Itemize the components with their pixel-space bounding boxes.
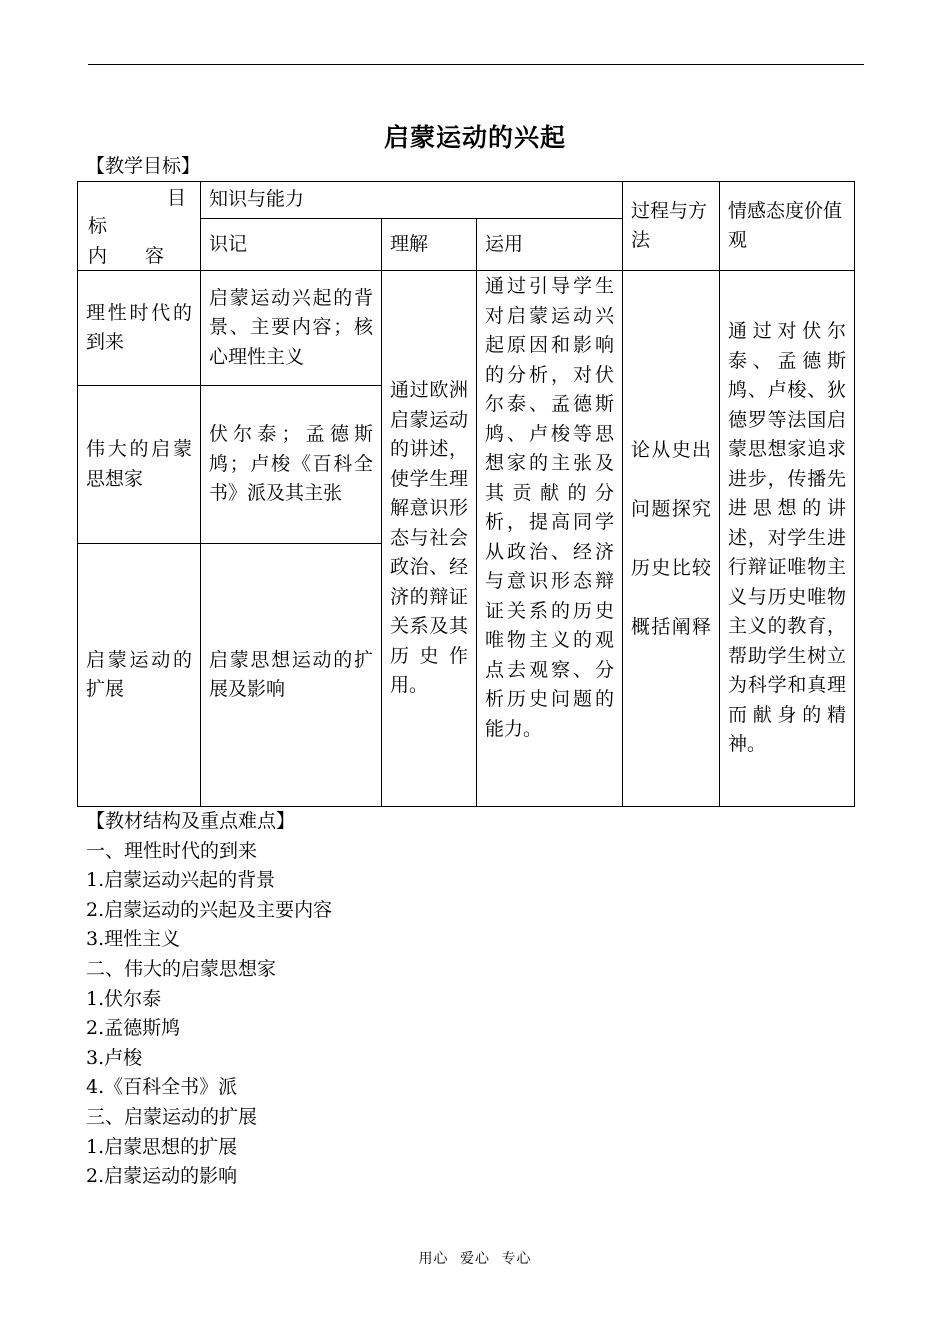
process-item: 论从史出: [631, 439, 712, 461]
outline-item: 2.启蒙运动的影响: [86, 1165, 238, 1188]
header-recognize: 识记: [201, 219, 382, 271]
outline-item: 一、理性时代的到来: [86, 839, 258, 862]
outline-item: 1.伏尔泰: [86, 987, 162, 1010]
process-item: 概括阐释: [631, 616, 712, 638]
corner-bottom: 内 容: [88, 245, 164, 267]
structure-heading: 【教材结构及重点难点】: [86, 810, 296, 832]
outline-item: 1.启蒙思想的扩展: [86, 1135, 238, 1158]
header-apply: 运用: [477, 219, 623, 271]
header-process: 过程与方法: [623, 182, 720, 271]
corner-top: 目: [166, 187, 186, 209]
outline-item: 3.理性主义: [86, 928, 181, 951]
recognize-cell: 伏尔泰；孟德斯鸠；卢梭《百科全书》派及其主张: [201, 386, 382, 544]
structure-section: [86, 807, 332, 1192]
process-item: 历史比较: [631, 557, 712, 579]
page-footer: 用心 爱心 专心: [418, 1251, 532, 1267]
outline-item: 三、启蒙运动的扩展: [86, 1105, 258, 1128]
topic-cell: 理性时代的到来: [78, 271, 201, 386]
outline-item: 3.卢梭: [86, 1046, 143, 1069]
outline-item: 4.《百科全书》派: [86, 1076, 238, 1099]
outline-item: 2.启蒙运动的兴起及主要内容: [86, 898, 333, 921]
header-knowledge: 知识与能力: [201, 182, 623, 219]
header-rule: [88, 64, 864, 65]
outline-item: 二、伟大的启蒙思想家: [86, 957, 277, 980]
goals-heading: 【教学目标】: [86, 155, 201, 177]
process-cell: [623, 271, 720, 807]
apply-cell: 通过引导学生对启蒙运动兴起原因和影响的分析，对伏尔泰、孟德斯鸠、卢梭等思想家的主张及其贡献的分析，提高同学从政治、经济与意识形态辩证关系的历史唯物主义的观点去观察、分析历史问题的能力。: [477, 271, 623, 807]
topic-cell: 启蒙运动的扩展: [78, 544, 201, 807]
outline-item: 1.启蒙运动兴起的背景: [86, 869, 276, 892]
recognize-cell: 启蒙运动兴起的背景、主要内容；核心理性主义: [201, 271, 382, 386]
process-item: 问题探究: [631, 498, 712, 520]
corner-middle: 标: [88, 215, 108, 237]
understand-cell: 通过欧洲启蒙运动的讲述，使学生理解意识形态与社会政治、经济的辩证关系及其历史作用。: [382, 271, 477, 807]
emotion-cell: 通过对伏尔泰、孟德斯鸠、卢梭、狄德罗等法国启蒙思想家追求进步，传播先进思想的讲述，对学生进行辩证唯物主义与历史唯物主义的教育，帮助学生树立为科学和真理而献身的精神。: [720, 271, 855, 807]
page-title: 启蒙运动的兴起: [383, 123, 566, 152]
recognize-cell: 启蒙思想运动的扩展及影响: [201, 544, 382, 807]
outline-item: 2.孟德斯鸠: [86, 1017, 181, 1040]
corner-cell: [78, 182, 201, 271]
header-emotion: 情感态度价值观: [720, 182, 855, 271]
teaching-goals-table: [77, 181, 855, 807]
topic-cell: 伟大的启蒙思想家: [78, 386, 201, 544]
header-understand: 理解: [382, 219, 477, 271]
